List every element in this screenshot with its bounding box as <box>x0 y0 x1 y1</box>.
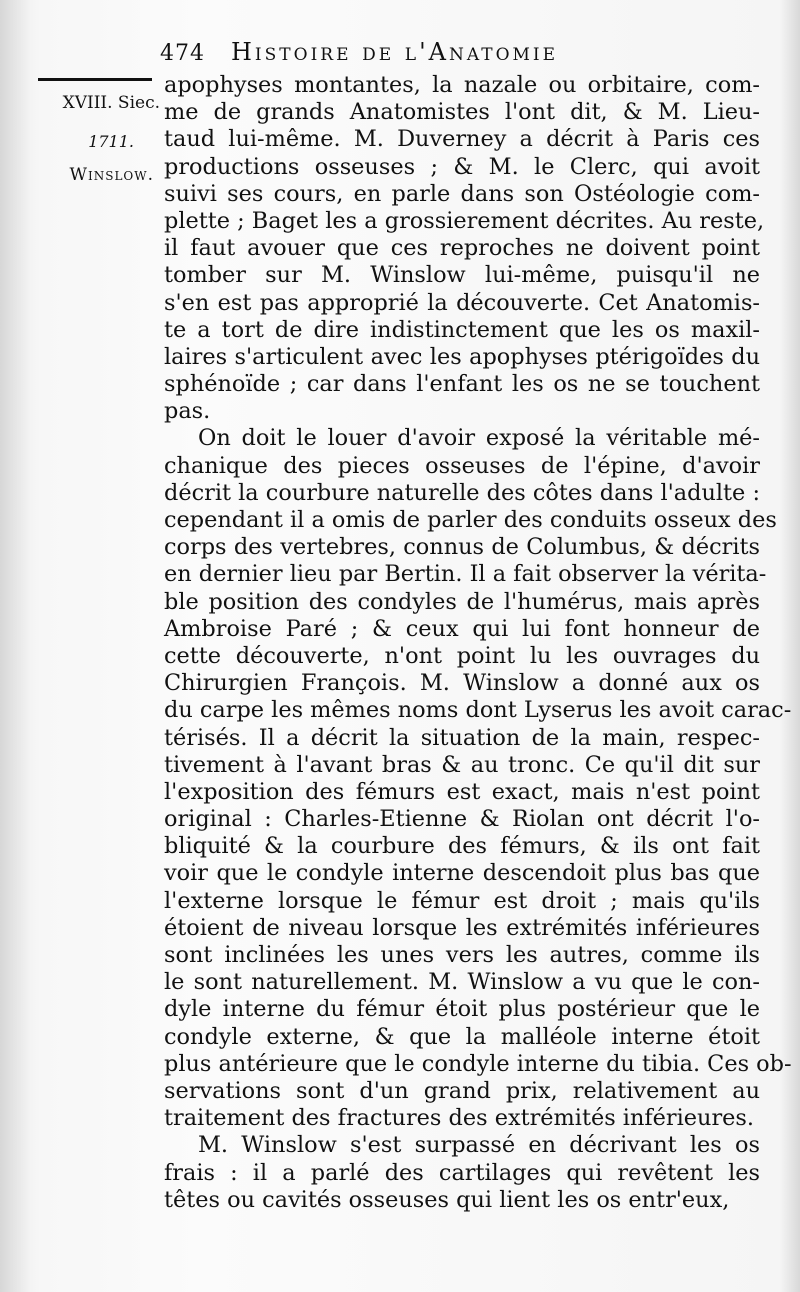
margin-year-note: 1711. <box>88 132 134 151</box>
text-line: servations sont d'un grand prix, relativement au <box>164 1077 760 1104</box>
text-line: sont inclinées les unes vers les autres, comme ils <box>164 942 760 968</box>
text-line: voir que le condyle interne descendoit plus bas que <box>164 860 760 887</box>
running-title: Histoire de l'Anatomie <box>231 38 559 66</box>
margin-author-note: Winslow. <box>69 165 154 185</box>
text-line: il faut avouer que ces reproches ne doivent point <box>164 235 760 262</box>
text-line: tomber sur M. Winslow lui-même, puisqu'il ne <box>164 262 760 289</box>
text-line: suivi ses cours, en parle dans son Ostéologie com- <box>164 180 760 207</box>
text-line: décrit la courbure naturelle des côtes dans l'adulte : <box>164 479 760 506</box>
text-line: bliquité & la courbure des fémurs, & ils ont fait <box>164 833 760 860</box>
text-line: M. Winslow s'est surpassé en décrivant les os <box>198 1132 760 1159</box>
running-header <box>160 38 760 66</box>
text-line: sphénoïde ; car dans l'enfant les os ne se touchent <box>164 371 760 398</box>
text-line: laires s'articulent avec les apophyses ptérigoïdes du <box>164 343 760 370</box>
text-line: l'exposition des fémurs est exact, mais n'est point <box>164 778 760 805</box>
text-line: frais : il a parlé des cartilages qui revêtent les <box>164 1159 760 1186</box>
text-line: cette découverte, n'ont point lu les ouvrages du <box>164 642 760 669</box>
text-line: têtes ou cavités osseuses qui lient les os entr'eux, <box>164 1186 730 1213</box>
text-line: du carpe les mêmes noms dont Lyserus les avoit carac- <box>164 697 792 724</box>
text-line: plus antérieure que le condyle interne du tibia. Ces ob- <box>164 1050 792 1077</box>
text-line: dyle interne du fémur étoit plus postérieur que le <box>164 996 760 1023</box>
text-line: ble position des condyles de l'humérus, mais après <box>164 588 760 615</box>
text-line: Ambroise Paré ; & ceux qui lui font honneur de <box>164 615 760 642</box>
text-line: Chirurgien François. M. Winslow a donné aux os <box>164 670 760 697</box>
text-line: traitement des fractures des extrémités inférieures. <box>164 1105 755 1132</box>
margin-rule <box>38 78 152 81</box>
text-line: original : Charles-Etienne & Riolan ont décrit l'o- <box>164 806 760 833</box>
text-line: apophyses montantes, la nazale ou orbitaire, com- <box>164 72 760 98</box>
text-line: pas. <box>164 398 211 425</box>
text-line: en dernier lieu par Bertin. Il a fait observer la vérita- <box>164 561 767 588</box>
text-line: me de grands Anatomistes l'ont dit, & M. Lieu- <box>164 99 760 126</box>
body-text <box>164 72 792 1214</box>
text-line: taud lui-même. M. Duverney a décrit à Paris ces <box>164 126 760 153</box>
margin-century-note: XVIII. Siec. <box>62 93 160 113</box>
text-line: corps des vertebres, connus de Columbus, & décrits <box>164 534 760 561</box>
text-line: le sont naturellement. M. Winslow a vu que le con- <box>164 969 760 996</box>
text-line: On doit le louer d'avoir exposé la véritable mé- <box>198 425 760 452</box>
text-line: plette ; Baget les a grossierement décrites. Au reste, <box>164 207 765 234</box>
text-line: étoient de niveau lorsque les extrémités inférieures <box>164 914 760 941</box>
text-line: condyle externe, & que la malléole interne étoit <box>164 1023 760 1050</box>
text-line: s'en est pas approprié la découverte. Cet Anatomis- <box>164 289 760 316</box>
page-number: 474 <box>160 41 205 66</box>
text-line: chanique des pieces osseuses de l'épine, d'avoir <box>164 452 760 479</box>
text-line: productions osseuses ; & M. le Clerc, qui avoit <box>164 153 760 180</box>
text-line: l'externe lorsque le fémur est droit ; mais qu'ils <box>164 887 760 914</box>
text-line: térisés. Il a décrit la situation de la main, respec- <box>164 724 760 751</box>
spine-shadow <box>0 0 30 1292</box>
text-line: cependant il a omis de parler des conduits osseux des <box>164 507 777 533</box>
text-line: tivement à l'avant bras & au tronc. Ce qu'il dit sur <box>164 751 760 778</box>
text-line: te a tort de dire indistinctement que les os maxil- <box>164 316 760 343</box>
